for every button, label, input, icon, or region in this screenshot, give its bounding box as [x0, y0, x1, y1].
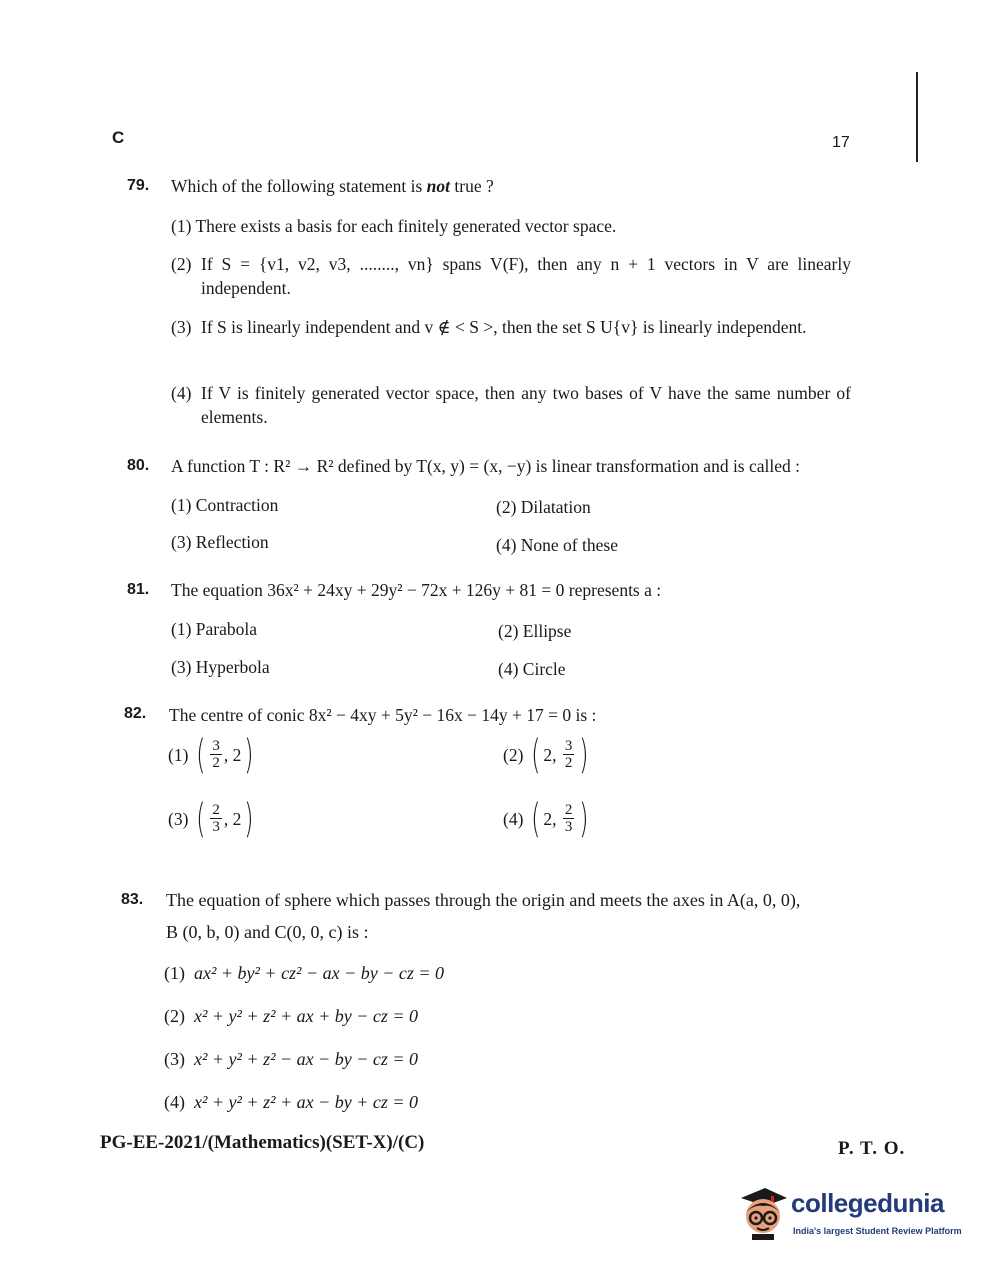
question-82-option-3: (3) ( $\frac{2}{3}$ , 2 )	[168, 795, 254, 842]
right-paren: )	[244, 795, 254, 842]
brand-tagline: India's largest Student Review Platform	[793, 1226, 962, 1236]
question-83-number: 83.	[121, 891, 144, 908]
question-82-option-2: (2) ( 2 , $\frac{3}{2}$ )	[503, 731, 589, 778]
question-80-option-3: (3) Reflection	[171, 532, 269, 552]
question-82-stem: The centre of conic 8x² − 4xy + 5y² − 16x − 14y + 17 = 0 is :	[169, 705, 597, 725]
question-79-option-3: (3) If S is linearly independent and v ∉ < S >, then the set S U{v} is linearly independent.	[171, 317, 807, 337]
question-80-option-2: (2) Dilatation	[496, 497, 591, 517]
question-83-stem-line-2: B (0, b, 0) and C(0, 0, c) is :	[166, 922, 369, 942]
paper-code: PG-EE-2021/(Mathematics)(SET-X)/(C)	[100, 1132, 425, 1153]
question-82-option-1: (1) ( $\frac{3}{2}$ , 2 )	[168, 731, 254, 778]
left-paren: (	[530, 731, 541, 778]
fraction: $\frac{3}{2}$	[564, 738, 573, 771]
please-turn-over: P. T. O.	[838, 1138, 906, 1159]
left-paren: (	[195, 795, 206, 842]
question-82-number: 82.	[124, 705, 147, 722]
question-81-option-3: (3) Hyperbola	[171, 657, 270, 677]
fraction: $\frac{2}{3}$	[212, 802, 220, 835]
right-paren: )	[579, 731, 589, 778]
question-83-option-3: (3) x² + y² + z² − ax − by − cz = 0	[164, 1049, 419, 1069]
question-83-option-1: (1) ax² + by² + cz² − ax − by − cz = 0	[164, 963, 445, 983]
question-81-option-2: (2) Ellipse	[498, 621, 572, 641]
question-80-stem: A function T : R² → R² defined by T(x, y) = (x, −y) is linear transformation and is called :	[171, 456, 801, 476]
question-80-option-1: (1) Contraction	[171, 495, 279, 515]
right-paren: )	[579, 795, 589, 842]
question-79-option-2: (2) If S = {v1, v2, v3, ........, vn} spans V(F), then any n + 1 vectors in V are linearly independent.	[171, 254, 851, 298]
brand-name: collegedunia	[791, 1188, 944, 1218]
question-83-option-2: (2) x² + y² + z² + ax + by − cz = 0	[164, 1006, 419, 1026]
question-80-option-4: (4) None of these	[496, 535, 618, 555]
question-83-option-4: (4) x² + y² + z² + ax − by + cz = 0	[164, 1092, 419, 1112]
question-79-number: 79.	[127, 177, 150, 194]
page-edge-line	[916, 72, 918, 162]
question-79-stem: Which of the following statement is not true ?	[171, 176, 494, 196]
left-paren: (	[195, 731, 206, 778]
question-81-number: 81.	[127, 581, 150, 598]
question-83-stem-line-1: The equation of sphere which passes through the origin and meets the axes in A(a, 0, 0),	[166, 890, 801, 910]
question-81-option-1: (1) Parabola	[171, 619, 258, 639]
question-81-stem: The equation 36x² + 24xy + 29y² − 72x + 126y + 81 = 0 represents a :	[171, 580, 662, 600]
question-80-number: 80.	[127, 457, 150, 474]
question-82-option-4: (4) ( 2 , $\frac{2}{3}$ )	[503, 795, 589, 842]
collegedunia-logo	[735, 1182, 965, 1244]
question-79-option-1: (1) There exists a basis for each finitely generated vector space.	[171, 216, 617, 236]
mascot-icon	[735, 1184, 789, 1240]
fraction: $\frac{2}{3}$	[564, 802, 573, 835]
question-79-option-4: (4) If V is finitely generated vector space, then any two bases of V have the same number of elements.	[171, 383, 851, 427]
right-paren: )	[244, 731, 254, 778]
page-number: 17	[832, 134, 850, 151]
fraction: $\frac{3}{2}$	[212, 738, 220, 771]
question-81-option-4: (4) Circle	[498, 659, 566, 679]
left-paren: (	[530, 795, 541, 842]
set-code: C	[112, 128, 125, 147]
